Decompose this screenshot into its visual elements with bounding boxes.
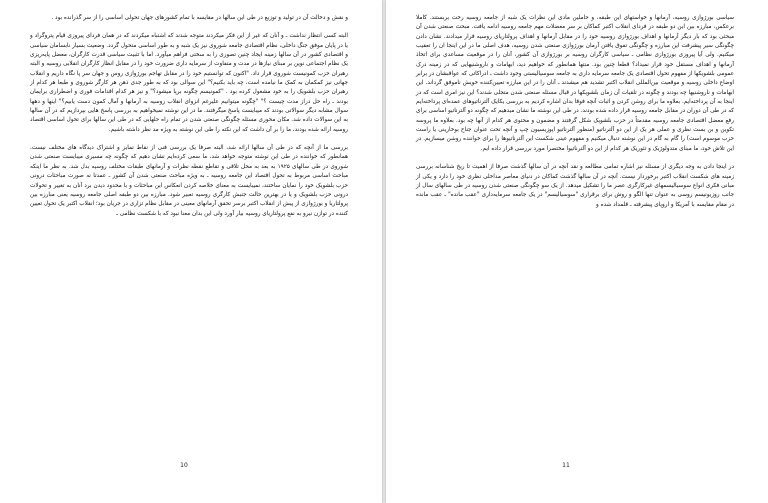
paragraph: سیاسی بورژوازی روسیه، آرمانها و خواستهای این طبقه، و حاملین مادی این نظرات یک شبه از جامعه روسیه رخت بربستند. کاملا برعکس، مبارزه بین این دو طبقه در فردای انقلاب اکتبر کماکان بر سر معضلات مهم جامعه روسیه ادامه یافت. مبحث صنعتی شدن آن مبحثی بود که بار دیگر آرمانها و اهداف بورژوازی روسیه خود را در مقابل آرمانها و اهداف پرولتاریای روسیه قرار میدادند. نشان دادن چگونگی سیر پیشرفت این مبارزه و چگونگی تفوق یافتن آرمان بورژوازی صنعتی شدن روسیه، هدف اصلی ما در این اینجا ان را تعقیب میکنیم. ولی آیا پیروزی بورژوازی نظامی ـ سیاسی کارگران روسیه بر بورژوازی آن کشور، آنان را در موقعیت مساعدی برای اتخاذ آرمانها و اهداف مستقل خود قرار نمیداد؟ قطعا چنین بود. منتها همانطور که خواهیم دید، ابهامات و ناروشنیهایی که در زمینه درک عمومی بلشویکها از مفهوم تحول اقتصادی یک جامعه سرمایه داری به جامعه سوسیالیستی وجود داشت ـ ادراکاتی که عواقبشان در برابر اوضاع داخلی روسیه و موقعیت بین‌المللی انقلاب اکتبر تشدید هم میشدند ـ آنان را در این مبارزه تعیین‌کننده خویش ناموفق گرداند. این ابهامات و ناروشنیها چه بودند و چگونه در تلقیات آن زمان بلشویکها در قبال مسئله صنعتی شدن متجلی شدند؟ این نیز امری است که در اینجا به آن پرداخته‌ایم. بعلاوه ما برای روشن کردن و اثبات آنچه فوقا بدان اشاره کردیم به بررسی یکایک آلترناتیوهای عمده‌ای پرداخته‌ایم که در طی آن دوران در مقابل جامعه روسیه قرار داده شده بودند. در طی این نوشته ما نشان میدهیم که چگونه دو آلترناتیو اساسی برای رفع معضل اقتصادی جامعه روسیه مقدمتاً در حزب بلشویک شکل گرفتند و مضمون و محتوی هر کدام از آنها چه بود. بعلاوه ما پروسه تکوین و بن بست نظری و عملی هر یک از این دو آلترناتیو (منظور آلترناتیو اپوزیسیون چپ و آنچه تحت عنوان جناح بوخارینی یا راست حزب موسوم است) را گام به گام در این نوشته دنبال میکنیم و مفهوم عینی شکست این آلترناتیوها را برای خواننده روشن میسازیم. در این تلاش خود، ما مبنای متدولوژیک و تئوریک هر کدام از این دو آلترناتیوا مختصرا مورد بررسی قرار داده ایم. [416,15,734,152]
document-page-right [386,0,768,503]
paragraph: بررسی ما از آنچه که در طی آن سالها ارائه شد، البته صرفا یک بررسی فنی از نقاط تمایز و اشتراک دیدگاه های مختلف نیست. همانطور که خواننده در طی این نوشته متوجه خواهد شد، ما سعی کرده‌ایم نشان دهیم که چگونه چه مسیری میبایست صنعتی شدن شوروی در طی سالهای ۱۹۲۵ به بعد به محل تلاقی و تقاطع نقطه نظرات و آرمانهای طبقات مختلف روسیه بدل شد. به نظر ما اینکه مباحث اساسی مربوط به تحول اقتصاد این جامعه روسیه ـ به ویژه مباحث صنعتی شدن آن کشور ـ عمدتا نه صورت مباحثات درونی حزب بلشویک خود را نمایان ساختند، نمیبایست به معنای خلاصه کردن انعکاس این مباحثات و با محدود دیدن برد آنان به تغییر و تحولات درونی حزب بلشویک و یا در بهترین حالت جنبش کارگری روسیه تعبیر شود. مبارزه بین دو طبقه اصلی جامعه روسیه یعنی مبارزه بین پرولتاریا و بورژوازی از پیش از انقلاب اکتبر برسر تحقق آرمانهای معینی در مقابل نظام تزاری در جریان بود؛ انقلاب اکتبر یک تحول تعیین کننده در توازن نیرو به نفع پرولتاریای روسیه بیار آورد ولی این بدان معنا نبود که با شکست نظامی ـ [30,145,348,217]
page-number: 10 [180,462,188,469]
paragraph: البته کسی انتظار نداشت ـ و آنان که غیر از این فکر میکردند متوجه شدند که اشتباه میکردند که در همان فردای پیروزی قیام پتروگراد و یا در پایان موفق جنگ داخلی، نظام اقتصادی جامعه شوروی نیز یک شبه و به طور اساسی متحول گردد. وضعیت بسیار نابسامان سیاسی و اقتصادی کشور در آن سالها زمینه ایجاد چنین تصوری را به سختی فراهم میآورد. اما با تثبیت سیاسی قدرت کارگران، معضل پایه‌ریزی یک نظام اجتماعی نوین بر مبنای نیازها در مدت و متفاوت از سرمایه داری ضرورت خود را در مقابل انظار کارگران انقلابی روسیه و البته رهبران حزب کمونیست شوروی قرار داد. "اکنون که توانستیم خود را در مقابل تهاجم بورژوازی روس و جهان سر پا نگاه داریم و انقلاب جهانی نیز کمکمان به کمک ما نیامده است، چه باید بکنیم؟" این سوالی بود که به طور جدی ذهن هر کارگر شوروی و طبعا هر کدام از رهبران حزب بلشویک را به خود مشغول کرده بود . "کمونیسم چگونه برپا میشود؟" و نیز هر کدام اقدامات فوری و اضطراری برایمان بودند ـ راه حل دراز مدت چیست ؟" "چگونه میتوانیم علیرغم انزوای انقلاب روسیه به آرمانها و آمال کمون دست یابیم؟" اینها و دهها سوال مشابه دیگر سوالاتی بودند که میبایست پاسخ میگرفتند. ما در این نوشته نمیخواهیم به بررسی پاسخ هایی بپردازیم که در آن سالها به این سوالات داده شد. مکان محوری مسئله چگونگی صنعتی شدن در تمام راه حلهایی که در طی این سالها برای تحول اساسی اقتصاد روسیه ارائه شده بودند، ما را بر آن داشت که این نکته را طی این نوشته به ویژه مد نظر داشته باشیم. [30,33,348,133]
paragraph: در اینجا دادن به وجه دیگری از مسئله نیز اشاره تمامی مطالعه و نقد آنچه در آن سالها گذشت صرفا از اهمیت تا ریخ شناسانه بررسی زمینه های شکست انقلاب اکتبر برخوردار نیست. آنچه در آن سالها گذشت کماکان در دنیای معاصر مداخلی نظری خود را دارد و یکی از مبانی فکری انواع سوسیالیسمهای غیرکارگری عصر ما را تشکیل میدهد. از یک سو چگونگی صنعتی شدن روسیه در طی سالهای سال از جانب روزیونیسم روسی به عنوان تنها الگو و روش برای برقراری "سوسیالیسم" در یک جامعه سرمایه‌داری "عقب مانده" ـ عقب مانده در مقام مقایسه با آمریکا و اروپای پیشرفته ـ قلمداد شده و [416,164,734,208]
paragraph-gap [30,135,348,144]
page-body-text [416,14,734,210]
document-page-left [0,0,382,503]
page-number: 11 [562,462,570,469]
paragraph-gap [30,23,348,32]
page-body-text [30,14,348,219]
paragraph-gap [416,154,734,163]
paragraph: و نقش و دخالت آن در تولید و توزیع در طی این سالها در مقایسه با تمام کشورهای جهان تحولی اساسی را از سر گذرانده بود . [51,15,348,21]
